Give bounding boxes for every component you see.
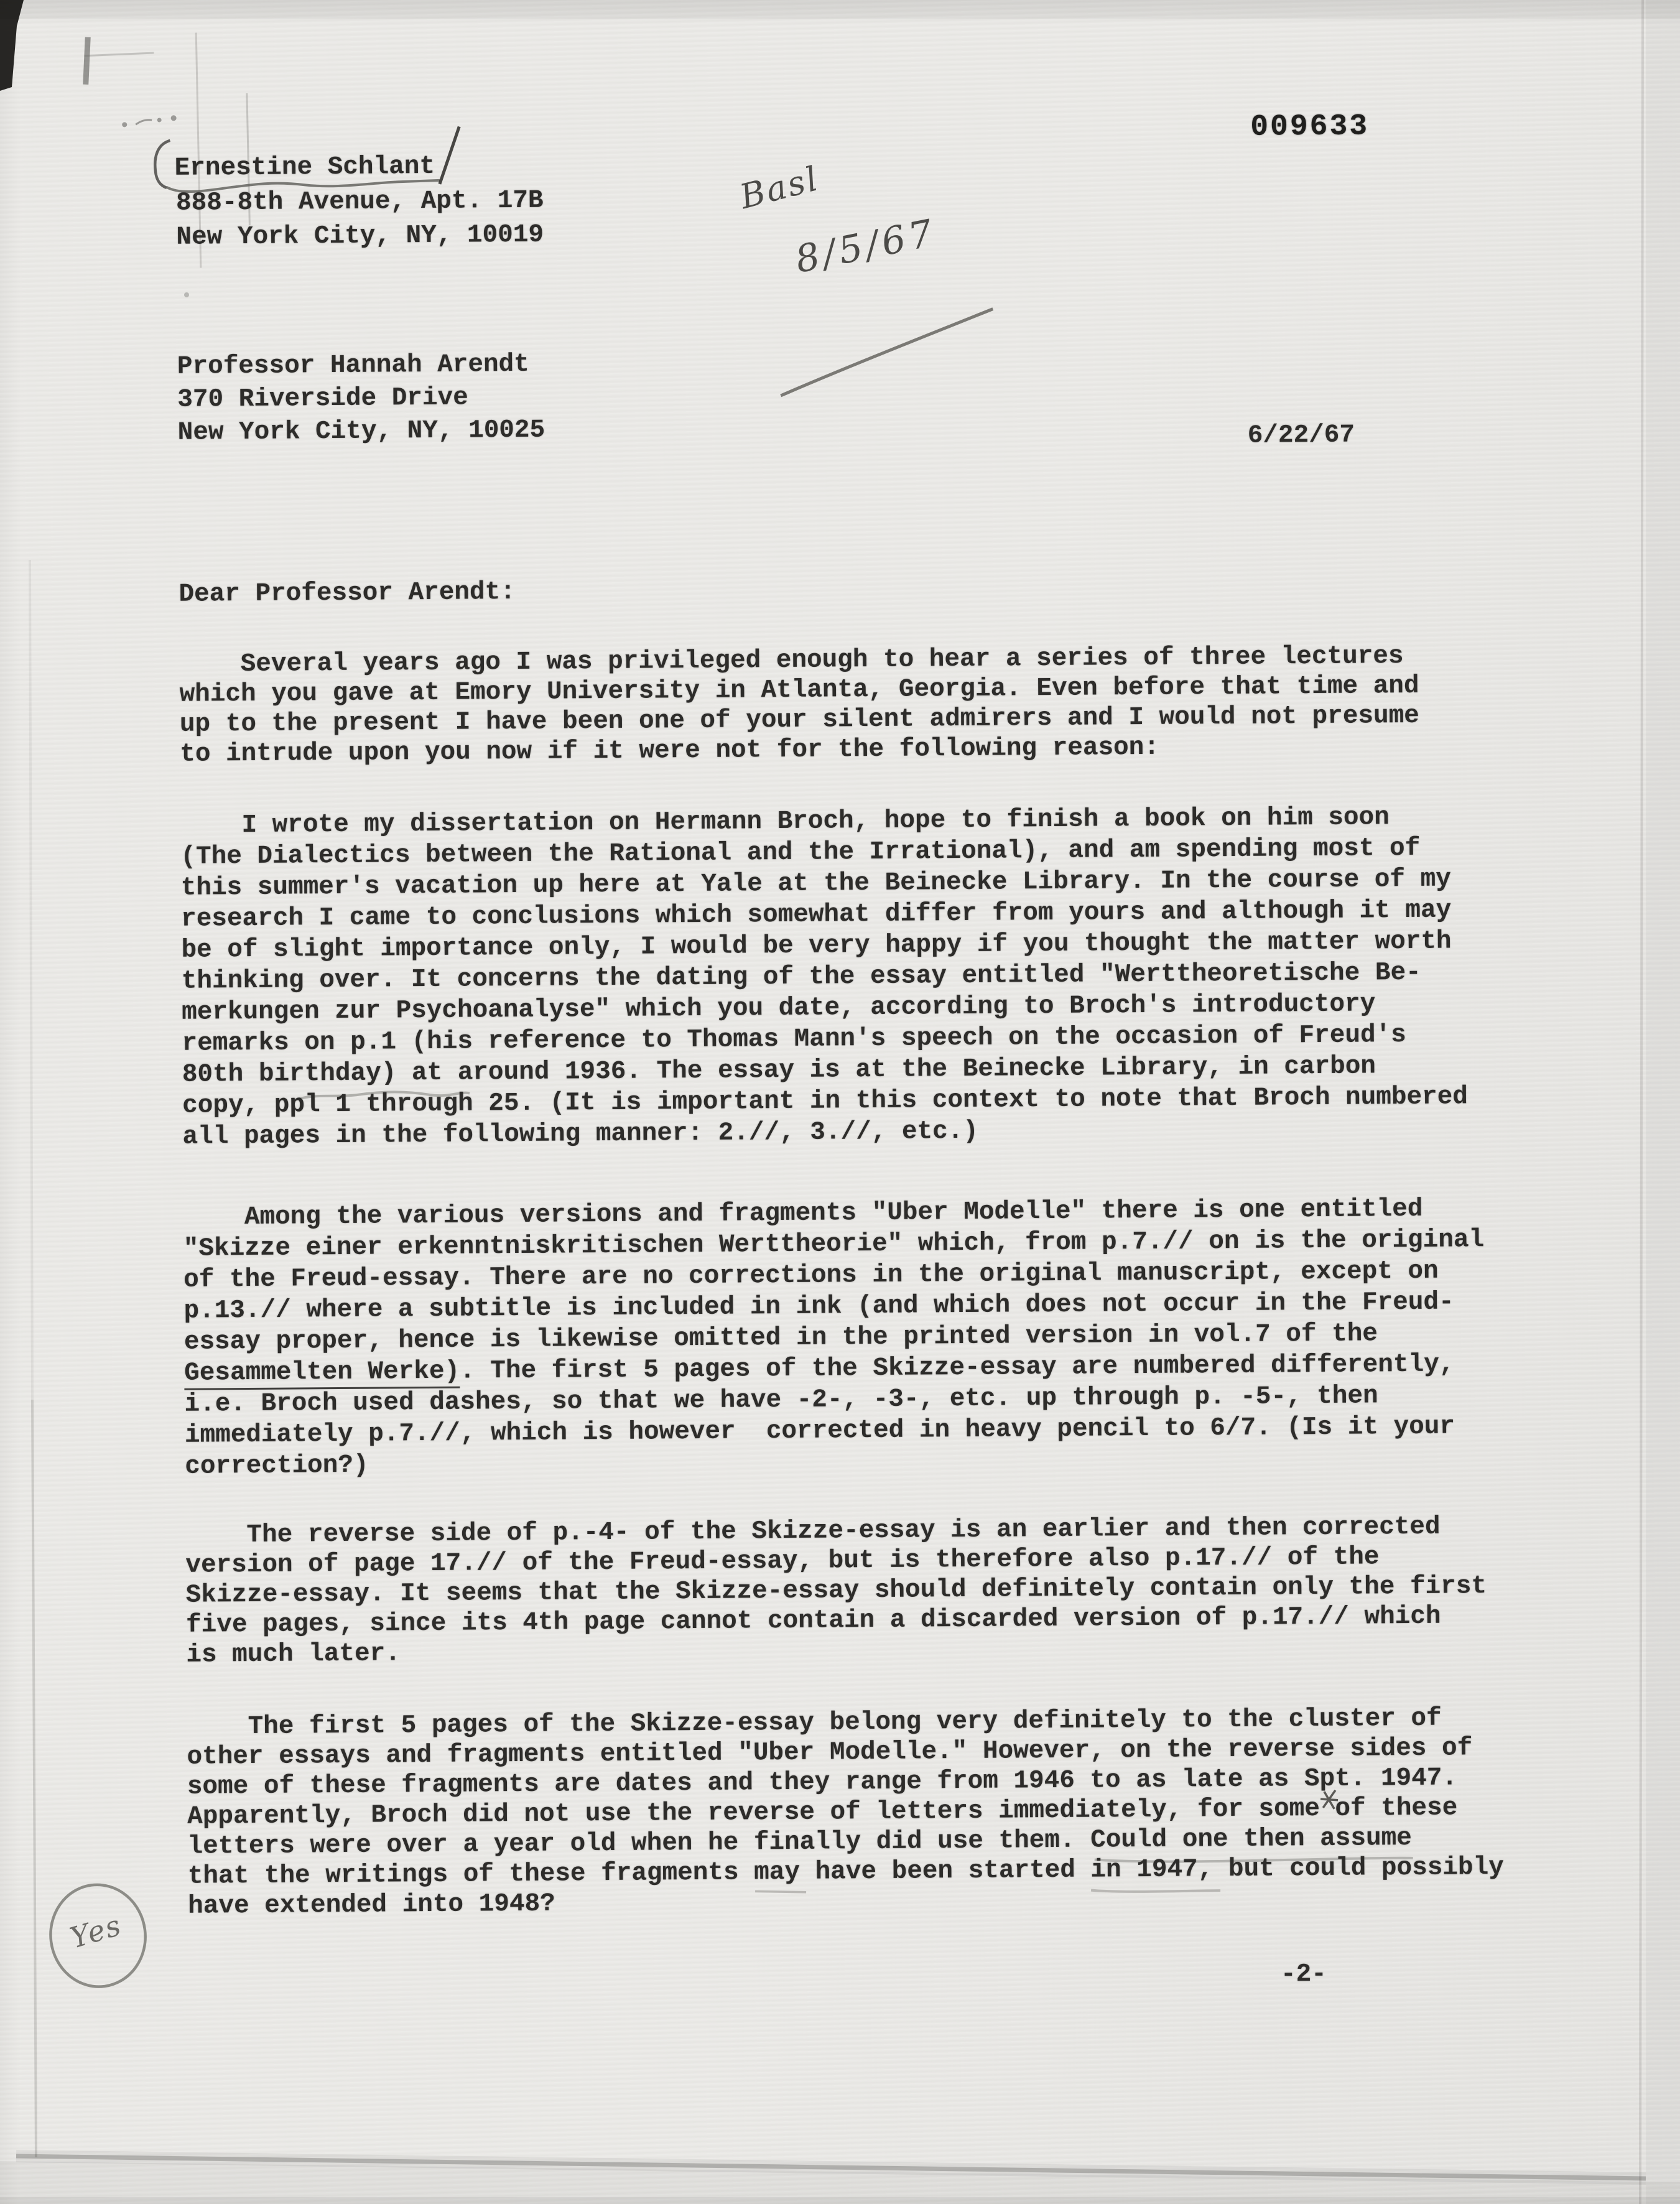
pencil-dots-mark [123,116,177,127]
sender-name: Ernestine Schlant [174,152,435,183]
recipient-address-line2: New York City, NY, 10025 [177,416,545,447]
paragraph-3-start: Among the various versions and fragments "Uber Modelle" there is one entitled "Skizze einer erkenntniskritischen Werttheorie" which, from p.7.// on is the original of the Freud-essay. There are no corrections in the original manuscript, except on p.13.// where a subtitle is included in ink (and which does not occur in the Freud- essay proper, hence is likewise omitted in the printed version in vol.7 of the [183,1194,1485,1357]
diagonal-pencil-stroke [780,309,993,396]
handwritten-date-note: 8/5/67 [791,211,940,282]
bracket-pencil-mark [155,141,170,188]
underlined-phrase: Gesammelten Werke) [184,1357,460,1390]
salutation: Dear Professor Arendt: [179,577,516,609]
page-number: -2- [1280,1960,1327,1989]
paragraph-3-end: i.e. Broch used dashes, so that we have -2-, -3-, etc. up through p. -5-, then immediately p.7.//, which is however corrected in heavy pencil to 6/7. (Is it your correction?) [184,1382,1455,1481]
pencil-line-mark [84,53,154,56]
recipient-name: Professor Hannah Arendt [177,350,529,381]
sender-address-line2: New York City, NY, 10019 [176,220,544,252]
handwritten-place-note: Basl [736,158,824,217]
registry-stamp-number: 009633 [1250,109,1370,144]
recipient-address-line1: 370 Riverside Drive [177,383,468,414]
paragraph-1: Several years ago I was privileged enough to hear a series of three lectures which you gave at Emory University in Atlanta, Georgia. Even before that time and up to the present I have been one of your silent admirers and I would not presume to intrude upon you now if it were not for the following reason: [179,642,1420,769]
paragraph-3-line6-rest: . The first 5 pages of the Skizze-essay are numbered differently, [459,1350,1455,1386]
pencil-dash-mark [85,37,88,85]
sender-address-line1: 888-8th Avenue, Apt. 17B [175,186,544,218]
paragraph-4: The reverse side of p.-4- of the Skizze-essay is an earlier and then corrected version of page 17.// of the Freud-essay, but is therefore also p.17.// of the Skizze-essay. It seems that the Skizze-essay should definitely contain only the first five pages, since its 4th page cannot contain a discarded version of p.17.// which is much later. [185,1512,1487,1670]
paragraph-5: The first 5 pages of the Skizze-essay belong very definitely to the cluster of other essays and fragments entitled "Uber Modelle." However, on the reverse sides of some of these fragments are dates and they range from 1946 to as late as Spt. 1947. Apparently, Broch did not use the reverse of letters immediately, for some of these letters were over a year old when he finally did use them. Could one then assume that the writings of these fragments may have been started in 1947, but could possibly have extended into 1948? [187,1704,1504,1921]
margin-note-yes: Yes [66,1908,126,1955]
slash-pencil-mark [439,127,460,184]
paragraph-2: I wrote my dissertation on Hermann Broch, hope to finish a book on him soon (The Dialectics between the Rational and the Irrational), and am spending most of this summer's vacation up here at Yale at the Beinecke Library. In the course of my research I came to conclusions which somewhat differ from yours and although it may be of slight importance only, I would be very happy if you thought the matter worth thinking over. It concerns the dating of the essay entitled "Werttheoretische Be- merkungen zur Psychoanalyse" which you date, according to Broch's introductory remarks on p.1 (his reference to Thomas Mann's speech on the occasion of Freud's 80th birthday) at around 1936. The essay is at the Beinecke Library, in carbon copy, ppl 1 through 25. (It is important in this context to note that Broch numbered all pages in the following manner: 2.//, 3.//, etc.) [180,803,1469,1151]
letter-date: 6/22/67 [1247,421,1355,450]
